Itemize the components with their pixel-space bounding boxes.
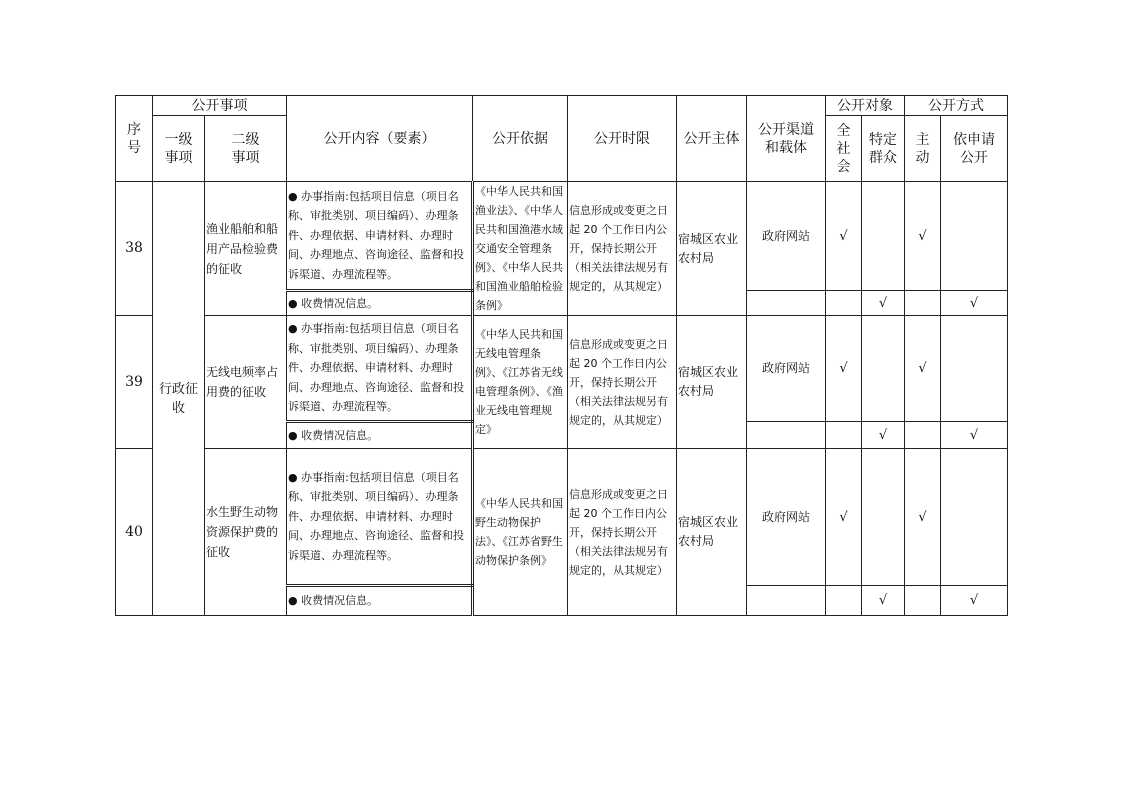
header-channel (747, 96, 826, 182)
time-limit-text: 信息形成或变更之日起 20 个工作日内公开，保持长期公开（相关法律法规另有规定的，从其规定） (568, 449, 677, 616)
time-limit-text: 信息形成或变更之日起 20 个工作日内公开，保持长期公开（相关法律法规另有规定的，从其规定） (568, 316, 677, 449)
check-specific-empty (862, 182, 905, 291)
header-basis: 公开依据 (473, 96, 568, 182)
header-subject: 公开主体 (677, 96, 747, 182)
check-active: √ (905, 316, 941, 422)
header-item-group: 公开事项 (153, 96, 287, 116)
check-active: √ (905, 449, 941, 586)
header-seq-label: 序号 (127, 121, 141, 156)
check-specific-empty (862, 316, 905, 422)
header-channel-label: 公开渠道和载体 (758, 121, 814, 156)
level1-item: 行政征收 (153, 182, 205, 616)
basis-text: 《中华人民共和国渔业法》、《中华人民共和国渔港水域交通安全管理条例》、《中华人民共和国渔业船舶检验条例》 (473, 182, 568, 316)
channel-fee-empty (747, 291, 826, 316)
content-fee: ● 收费情况信息。 (287, 586, 473, 616)
check-request-empty (941, 316, 1008, 422)
header-level1-label: 一级事项 (164, 131, 193, 166)
check-all-empty (826, 422, 862, 449)
check-active-empty (905, 586, 941, 616)
level2-item: 渔业船舶和船用产品检验费的征收 (205, 182, 287, 316)
header-method-active (905, 116, 941, 182)
check-all: √ (826, 449, 862, 586)
header-method-request-label: 依申请公开 (953, 131, 995, 166)
check-specific: √ (862, 291, 905, 316)
check-all-empty (826, 586, 862, 616)
check-specific-empty (862, 449, 905, 586)
check-request: √ (941, 291, 1008, 316)
channel-fee-empty (747, 422, 826, 449)
header-level2 (205, 116, 287, 182)
subject-text: 宿城区农业农村局 (677, 182, 747, 316)
check-all: √ (826, 182, 862, 291)
check-specific: √ (862, 586, 905, 616)
header-method-active-label: 主动 (915, 131, 930, 166)
time-limit-text: 信息形成或变更之日起 20 个工作日内公开，保持长期公开（相关法律法规另有规定的，从其规定） (568, 182, 677, 316)
content-guide: ● 办事指南:包括项目信息（项目名称、审批类别、项目编码）、办理条件、办理依据、申请材料、办理时间、办理地点、咨询途径、监督和投诉渠道、办理流程等。 (287, 182, 473, 291)
header-content: 公开内容（要素） (287, 96, 473, 182)
content-fee: ● 收费情况信息。 (287, 291, 473, 316)
check-active: √ (905, 182, 941, 291)
header-level2-label: 二级事项 (231, 131, 260, 166)
header-target-specific-label: 特定群众 (869, 131, 897, 166)
channel-text: 政府网站 (747, 182, 826, 291)
row-number: 39 (116, 316, 153, 449)
table-row (116, 449, 1008, 586)
header-seq (116, 96, 153, 182)
disclosure-table (115, 95, 1008, 616)
header-target-specific (862, 116, 905, 182)
check-all-empty (826, 291, 862, 316)
check-all: √ (826, 316, 862, 422)
header-target-group: 公开对象 (826, 96, 905, 116)
channel-fee-empty (747, 586, 826, 616)
check-active-empty (905, 422, 941, 449)
check-request: √ (941, 586, 1008, 616)
check-specific: √ (862, 422, 905, 449)
channel-text: 政府网站 (747, 449, 826, 586)
channel-text: 政府网站 (747, 316, 826, 422)
header-level1 (153, 116, 205, 182)
level2-item: 无线电频率占用费的征收 (205, 316, 287, 449)
check-request-empty (941, 182, 1008, 291)
check-request: √ (941, 422, 1008, 449)
header-time-limit: 公开时限 (568, 96, 677, 182)
header-target-all-label: 全社会 (836, 122, 851, 175)
header-target-all (826, 116, 862, 182)
table-row (116, 316, 1008, 422)
basis-text: 《中华人民共和国无线电管理条例》、《江苏省无线电管理条例》、《渔业无线电管理规定》 (473, 316, 568, 449)
content-guide: ● 办事指南:包括项目信息（项目名称、审批类别、项目编码）、办理条件、办理依据、申请材料、办理时间、办理地点、咨询途径、监督和投诉渠道、办理流程等。 (287, 449, 473, 586)
table-row (116, 182, 1008, 291)
level2-item: 水生野生动物资源保护费的征收 (205, 449, 287, 616)
subject-text: 宿城区农业农村局 (677, 449, 747, 616)
subject-text: 宿城区农业农村局 (677, 316, 747, 449)
header-method-group: 公开方式 (905, 96, 1008, 116)
content-fee: ● 收费情况信息。 (287, 422, 473, 449)
check-active-empty (905, 291, 941, 316)
row-number: 38 (116, 182, 153, 316)
basis-text: 《中华人民共和国野生动物保护法》、《江苏省野生动物保护条例》 (473, 449, 568, 616)
check-request-empty (941, 449, 1008, 586)
header-method-request (941, 116, 1008, 182)
row-number: 40 (116, 449, 153, 616)
content-guide: ● 办事指南:包括项目信息（项目名称、审批类别、项目编码）、办理条件、办理依据、申请材料、办理时间、办理地点、咨询途径、监督和投诉渠道、办理流程等。 (287, 316, 473, 422)
